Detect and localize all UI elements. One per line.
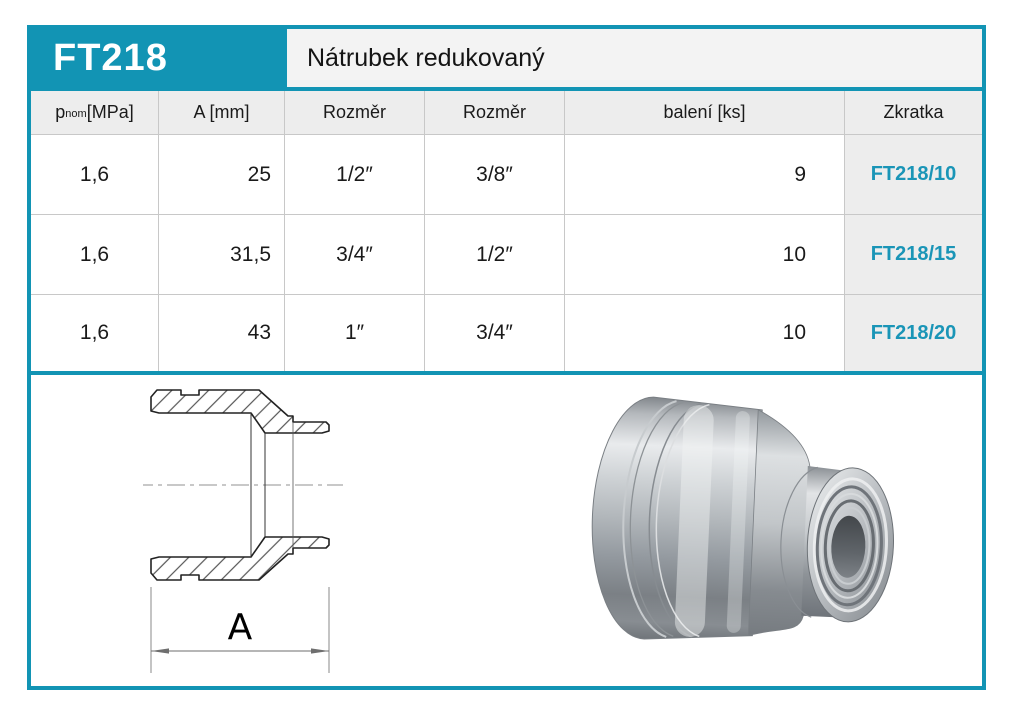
technical-drawing — [143, 381, 343, 679]
product-code-link[interactable]: FT218/10 — [845, 135, 982, 215]
pnom-unit: [MPa] — [86, 102, 134, 122]
table-cell-pnom: 1,6 — [31, 135, 159, 215]
header-size1: Rozměr — [285, 91, 425, 135]
drawing-dimension — [151, 587, 329, 673]
header-pack: balení [ks] — [565, 91, 845, 135]
table-cell-size1: 3/4″ — [285, 215, 425, 295]
table-cell-pack: 10 — [565, 215, 845, 295]
dimension-label: A — [227, 607, 253, 648]
table-cell-a: 43 — [159, 295, 285, 371]
header-a: A [mm] — [159, 91, 285, 135]
header-code: Zkratka — [845, 91, 982, 135]
table-cell-a: 31,5 — [159, 215, 285, 295]
table-cell-pnom: 1,6 — [31, 295, 159, 371]
title-bar — [31, 29, 982, 91]
table-cell-size2: 3/4″ — [425, 295, 565, 371]
figure-area — [31, 375, 982, 686]
pnom-symbol: p — [55, 102, 66, 122]
product-photo — [579, 389, 911, 661]
pnom-subscript: nom — [65, 108, 87, 120]
table-cell-size2: 3/8″ — [425, 135, 565, 215]
spec-table — [31, 91, 982, 371]
table-cell-size1: 1/2″ — [285, 135, 425, 215]
table-cell-size1: 1″ — [285, 295, 425, 371]
product-name-title: Nátrubek redukovaný — [287, 29, 982, 87]
fitting-large-end — [587, 395, 762, 644]
table-cell-pack: 9 — [565, 135, 845, 215]
table-cell-size2: 1/2″ — [425, 215, 565, 295]
header-pnom — [31, 91, 159, 135]
table-cell-pack: 10 — [565, 295, 845, 371]
product-code-link[interactable]: FT218/20 — [845, 295, 982, 371]
product-code-link[interactable]: FT218/15 — [845, 215, 982, 295]
datasheet-page — [27, 25, 986, 690]
table-cell-pnom: 1,6 — [31, 215, 159, 295]
table-cell-a: 25 — [159, 135, 285, 215]
header-size2: Rozměr — [425, 91, 565, 135]
product-code-title: FT218 — [31, 29, 287, 87]
